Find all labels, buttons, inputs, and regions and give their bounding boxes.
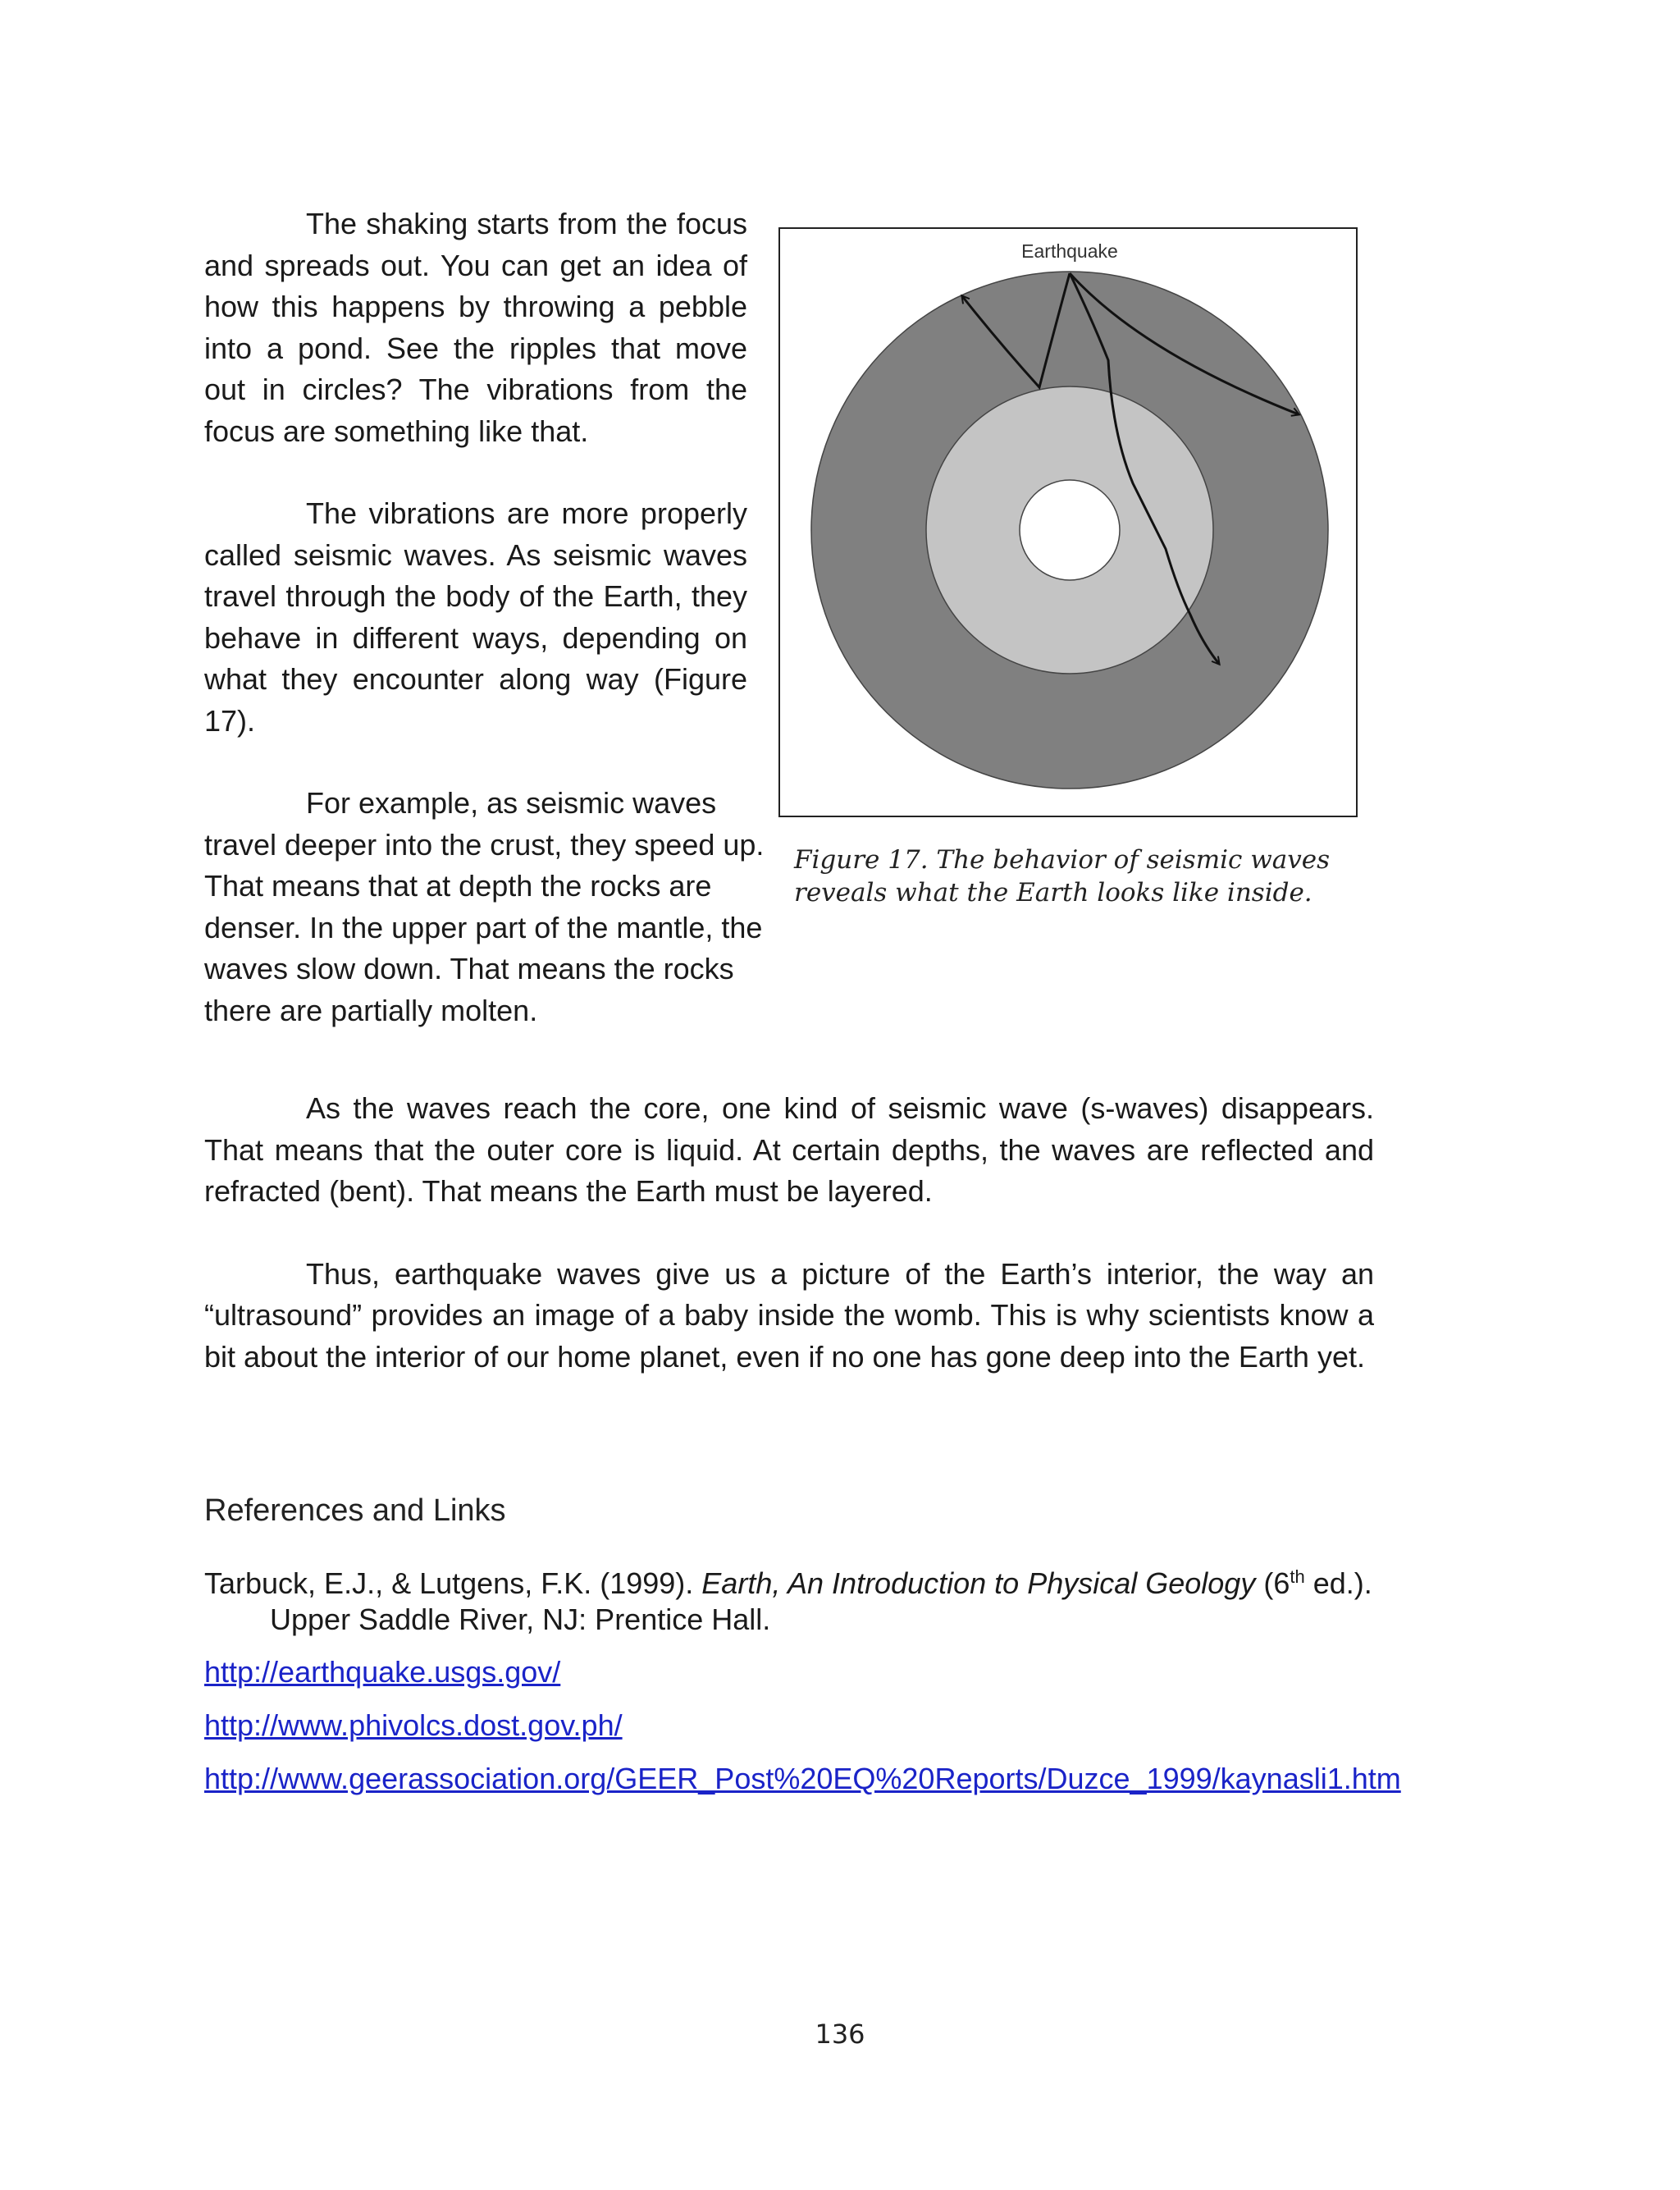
paragraph-core: As the waves reach the core, one kind of seismic wave (s-waves) disappears. That means that the outer core is liquid. At certain depths, the waves are reflected and refracted (bent). That means the Earth must be layered. [204,1091,1374,1208]
left-column-text [204,203,765,1031]
citation-edition-post: ed.). Upper Saddle River, NJ: Prentice Hall. [270,1566,1372,1636]
figure-17-diagram [778,227,1358,817]
paragraph-thus: Thus, earthquake waves give us a picture of the Earth’s interior, the way an “ultrasound” provides an image of a baby inside the womb. This is why scientists know a bit about the interior of our home planet, even if no one has gone deep into the Earth yet. [204,1256,1374,1374]
reference-link-geer-row [204,1761,1443,1797]
link-geer[interactable]: http://www.geerassociation.org/GEER_Post%20EQ%20Reports/Duzce_1999/kaynasli1.htm [204,1762,1401,1795]
link-usgs[interactable]: http://earthquake.usgs.gov/ [204,1655,561,1689]
figure-caption: Figure 17. The behavior of seismic waves reveals what the Earth looks like inside. [794,845,1331,908]
reference-link-usgs-row [204,1654,1443,1690]
citation-title: Earth, An Introduction to Physical Geology [701,1566,1256,1600]
reference-link-phivolcs-row [204,1708,1443,1744]
earth-interior-diagram [780,229,1356,816]
page-number: 136 [815,2019,865,2050]
paragraph-for-example: For example, as seismic waves travel deeper into the crust, they speed up. That means that at depth the rocks are denser. In the upper part of the mantle, the waves slow down. That means the rocks there are partially molten. [204,786,765,1027]
paragraph-shaking: The shaking starts from the focus and spreads out. You can get an idea of how this happens by throwing a pebble into a pond. See the ripples that move out in circles? The vibrations from the focus are something like that. [204,207,747,448]
citation-edition-sup: th [1290,1566,1305,1587]
paragraph-seismic-waves: The vibrations are more properly called seismic waves. As seismic waves travel through the body of the Earth, they behave in different ways, depending on what they encounter along way (Figure 17). [204,496,747,738]
earthquake-label: Earthquake [1021,240,1118,262]
reference-citation [204,1566,1443,1638]
references-heading: References and Links [204,1493,506,1528]
full-width-text [204,1088,1374,1378]
citation-edition-pre: (6 [1255,1566,1290,1600]
link-phivolcs[interactable]: http://www.phivolcs.dost.gov.ph/ [204,1708,623,1742]
citation-authors: Tarbuck, E.J., & Lutgens, F.K. (1999). [204,1566,702,1600]
inner-core-layer [1020,480,1120,580]
